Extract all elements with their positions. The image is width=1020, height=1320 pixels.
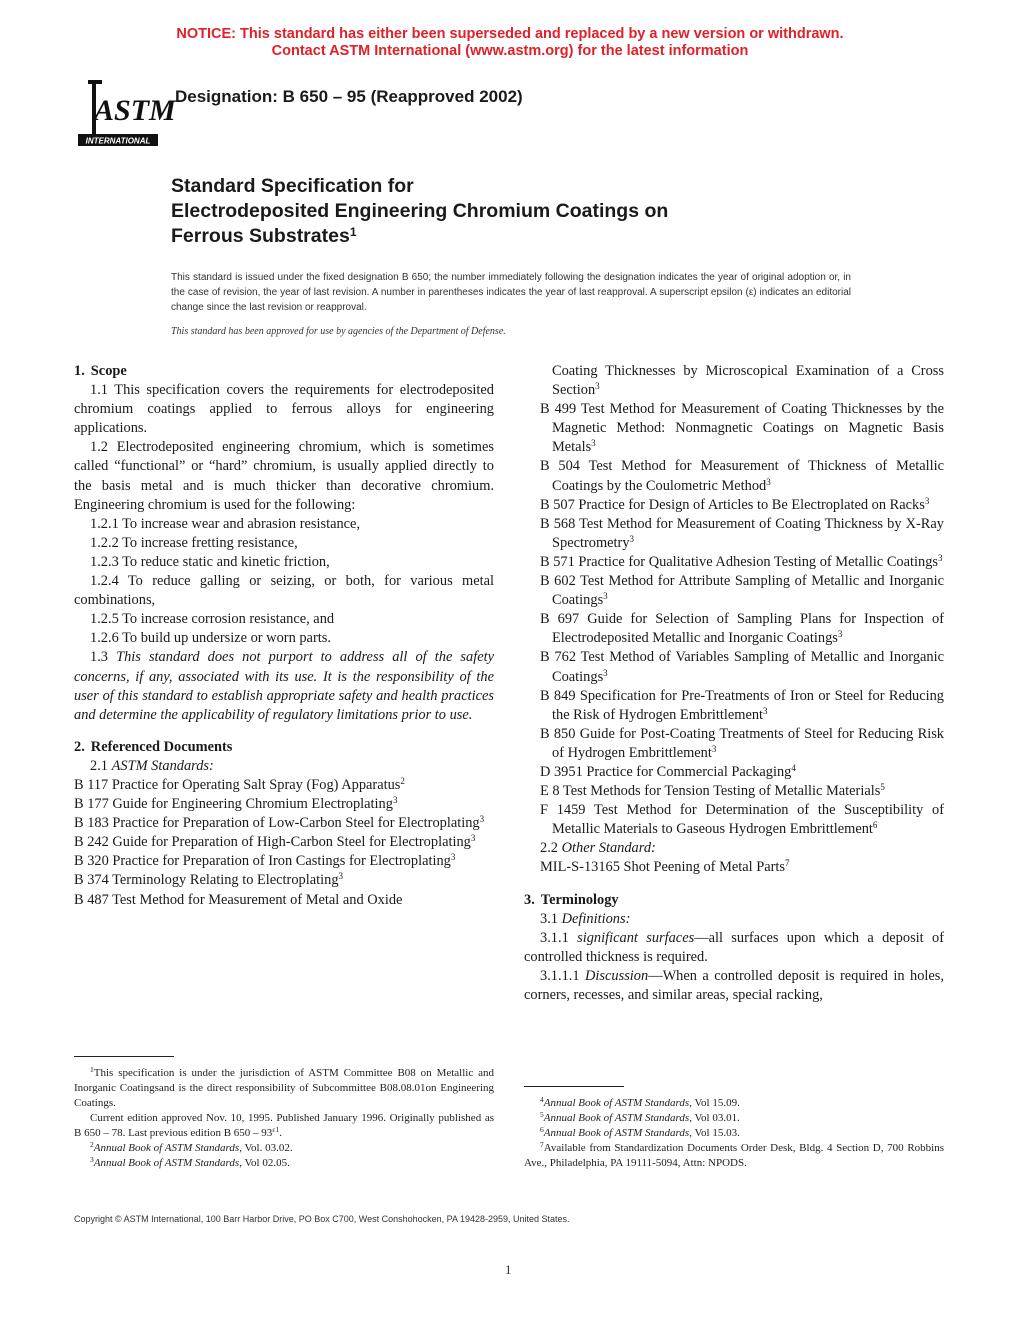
- title-line-2: Electrodeposited Engineering Chromium Coatings on: [171, 200, 669, 222]
- para-1-2: 1.2 Electrodeposited engineering chromium, which is sometimes called “functional” or “hard” chromium, is usually applied directly to the basis metal and is much thicker than decorative chromium. Engineering chromium is used for the following:: [74, 439, 494, 513]
- reference-item: B 183 Practice for Preparation of Low-Carbon Steel for Electroplating$^3$: [74, 814, 485, 832]
- footnote: $^5$Annual Book of ASTM Standards, Vol 03.01.: [540, 1110, 740, 1124]
- reference-item: B 242 Guide for Preparation of High-Carbon Steel for Electroplating$^3$: [74, 833, 476, 851]
- section-heading-terminology: 3. Terminology: [524, 891, 619, 908]
- reference-item: D 3951 Practice for Commercial Packaging$^4$: [540, 762, 796, 780]
- reference-item: B 602 Test Method for Attribute Sampling of Metallic and Inorganic Coatings$^3$: [540, 573, 944, 609]
- footnote: $^3$Annual Book of ASTM Standards, Vol 02.05.: [90, 1155, 290, 1169]
- footnote: $^7$Available from Standardization Documents Order Desk, Bldg. 4 Section D, 700 Robbins Ave., Philadelphia, PA 19111-5094, Attn: NPODS.: [524, 1140, 944, 1169]
- reference-list-right: [524, 362, 944, 839]
- reference-item: F 1459 Test Method for Determination of the Susceptibility of Metallic Materials to Gaseous Hydrogen Embrittlement$^6$: [540, 802, 944, 838]
- footnote: $^1$This specification is under the jurisdiction of ASTM Committee B08 on Metallic and Inorganic Coatingsand is the direct responsibility of Subcommittee B08.08.01on Engineering Coatings.: [74, 1065, 494, 1109]
- notice-line-1: NOTICE: This standard has either been superseded and replaced by a new version or withdrawn.: [176, 26, 844, 42]
- reference-item: B 117 Practice for Operating Salt Spray (Fog) Apparatus$^2$: [74, 775, 405, 793]
- left-column: [74, 362, 494, 910]
- title-line-3: Ferrous Substrates$^1$: [171, 225, 357, 247]
- designation: Designation: B 650 – 95 (Reapproved 2002): [175, 87, 523, 106]
- astm-standards-label: 2.1 ASTM Standards:: [90, 757, 214, 774]
- supersede-notice: [0, 26, 1020, 59]
- reference-item: E 8 Test Methods for Tension Testing of Metallic Materials$^5$: [540, 782, 885, 800]
- list-item: 1.2.4 To reduce galling or seizing, or both, for various metal combinations,: [74, 573, 494, 609]
- list-item: 1.2.1 To increase wear and abrasion resistance,: [90, 515, 361, 532]
- reference-item: B 697 Guide for Selection of Sampling Plans for Inspection of Electrodeposited Metallic and Inorganic Coatings$^3$: [540, 611, 944, 647]
- dod-approval-note: This standard has been approved for use by agencies of the Department of Defense.: [171, 326, 506, 337]
- reference-item: B 568 Test Method for Measurement of Coating Thickness by X-Ray Spectrometry$^3$: [540, 515, 944, 551]
- reference-list-left: [74, 776, 494, 910]
- para-1-1: 1.1 This specification covers the requirements for electrodeposited chromium coatings applied to ferrous alloys for engineering applications.: [74, 382, 494, 437]
- other-standard-label: 2.2 Other Standard:: [540, 840, 656, 857]
- list-item: 1.2.5 To increase corrosion resistance, and: [90, 611, 335, 628]
- footnote: $^2$Annual Book of ASTM Standards, Vol. 03.02.: [90, 1140, 293, 1154]
- footnote: Current edition approved Nov. 10, 1995. Published January 1996. Originally published as B 650 – 78. Last previous edition B $650 - 93^{\varepsilon 1}$.: [74, 1112, 494, 1139]
- logo-subtext: INTERNATIONAL: [85, 136, 151, 146]
- section-heading-scope: 1. Scope: [74, 363, 127, 379]
- reference-item: B 499 Test Method for Measurement of Coating Thicknesses by the Magnetic Method: Nonmagnetic Coatings on Magnetic Basis Metals$^3$: [540, 401, 944, 456]
- reference-item: B 762 Test Method of Variables Sampling of Metallic and Inorganic Coatings$^3$: [540, 649, 944, 685]
- mil-reference: MIL-S-13165 Shot Peening of Metal Parts$^7$: [540, 858, 790, 876]
- footnote-rule-right: [524, 1086, 624, 1087]
- document-title: [171, 174, 871, 249]
- list-item: 1.2.2 To increase fretting resistance,: [90, 534, 298, 551]
- reference-item: Coating Thicknesses by Microscopical Examination of a Cross Section$^3$: [552, 363, 944, 399]
- footnote: $^4$Annual Book of ASTM Standards, Vol 15.09.: [540, 1095, 740, 1109]
- scope-list: [74, 515, 494, 649]
- para-3-1: 3.1 Definitions:: [540, 910, 631, 927]
- copyright-line: Copyright © ASTM International, 100 Barr Harbor Drive, PO Box C700, West Conshohocken, PA 19428-2959, United States.: [74, 1214, 570, 1224]
- page-number: 1: [505, 1262, 512, 1277]
- title-line-1: Standard Specification for: [171, 175, 414, 197]
- reference-item: B 849 Specification for Pre-Treatments of Iron or Steel for Reducing the Risk of Hydrogen Embrittlement$^3$: [540, 687, 944, 723]
- reference-item: B 487 Test Method for Measurement of Metal and Oxide: [74, 891, 403, 908]
- reference-item: B 571 Practice for Qualitative Adhesion Testing of Metallic Coatings$^3$: [540, 552, 943, 570]
- reference-item: B 177 Guide for Engineering Chromium Electroplating$^3$: [74, 795, 398, 813]
- footnotes-left: [74, 1066, 494, 1171]
- right-column: [524, 362, 944, 1005]
- logo-text: ASTM: [94, 94, 176, 127]
- notice-line-2: Contact ASTM International (www.astm.org) for the latest information: [271, 42, 749, 59]
- para-3-1-1: 3.1.1 significant surfaces—all surfaces upon which a deposit of controlled thickness is required.: [524, 929, 944, 965]
- reference-item: B 374 Terminology Relating to Electroplating$^3$: [74, 871, 344, 889]
- footnotes-right: [524, 1096, 944, 1171]
- footnote-rule-left: [74, 1056, 174, 1057]
- astm-logo-icon: [74, 76, 176, 148]
- reference-item: B 504 Test Method for Measurement of Thickness of Metallic Coatings by the Coulometric Method$^3$: [540, 458, 944, 494]
- list-item: 1.2.6 To build up undersize or worn parts.: [90, 630, 331, 647]
- reference-item: B 507 Practice for Design of Articles to Be Electroplated on Racks$^3$: [540, 495, 930, 513]
- issuance-preamble: This standard is issued under the fixed designation B 650; the number immediately following the designation indicates the year of original adoption or, in the case of revision, the year of last revision. A number in parentheses indicates the year of last reapproval. A superscript epsilon (ε) indicates an editorial change since the last revision or reapproval.: [171, 272, 851, 313]
- reference-item: B 850 Guide for Post-Coating Treatments of Steel for Reducing Risk of Hydrogen Embrittlement$^3$: [540, 725, 944, 761]
- footnote: $^6$Annual Book of ASTM Standards, Vol 15.03.: [540, 1125, 740, 1139]
- para-3-1-1-1: 3.1.1.1 Discussion—When a controlled deposit is required in holes, corners, recesses, and similar areas, special racking,: [524, 967, 944, 1003]
- list-item: 1.2.3 To reduce static and kinetic friction,: [90, 553, 330, 570]
- reference-item: B 320 Practice for Preparation of Iron Castings for Electroplating$^3$: [74, 852, 456, 870]
- para-1-3: 1.3 This standard does not purport to address all of the safety concerns, if any, associated with its use. It is the responsibility of the user of this standard to establish appropriate safety and health practices and determine the applicability of regulatory limitations prior to use.: [74, 649, 494, 723]
- section-heading-referenced: 2. Referenced Documents: [74, 738, 233, 755]
